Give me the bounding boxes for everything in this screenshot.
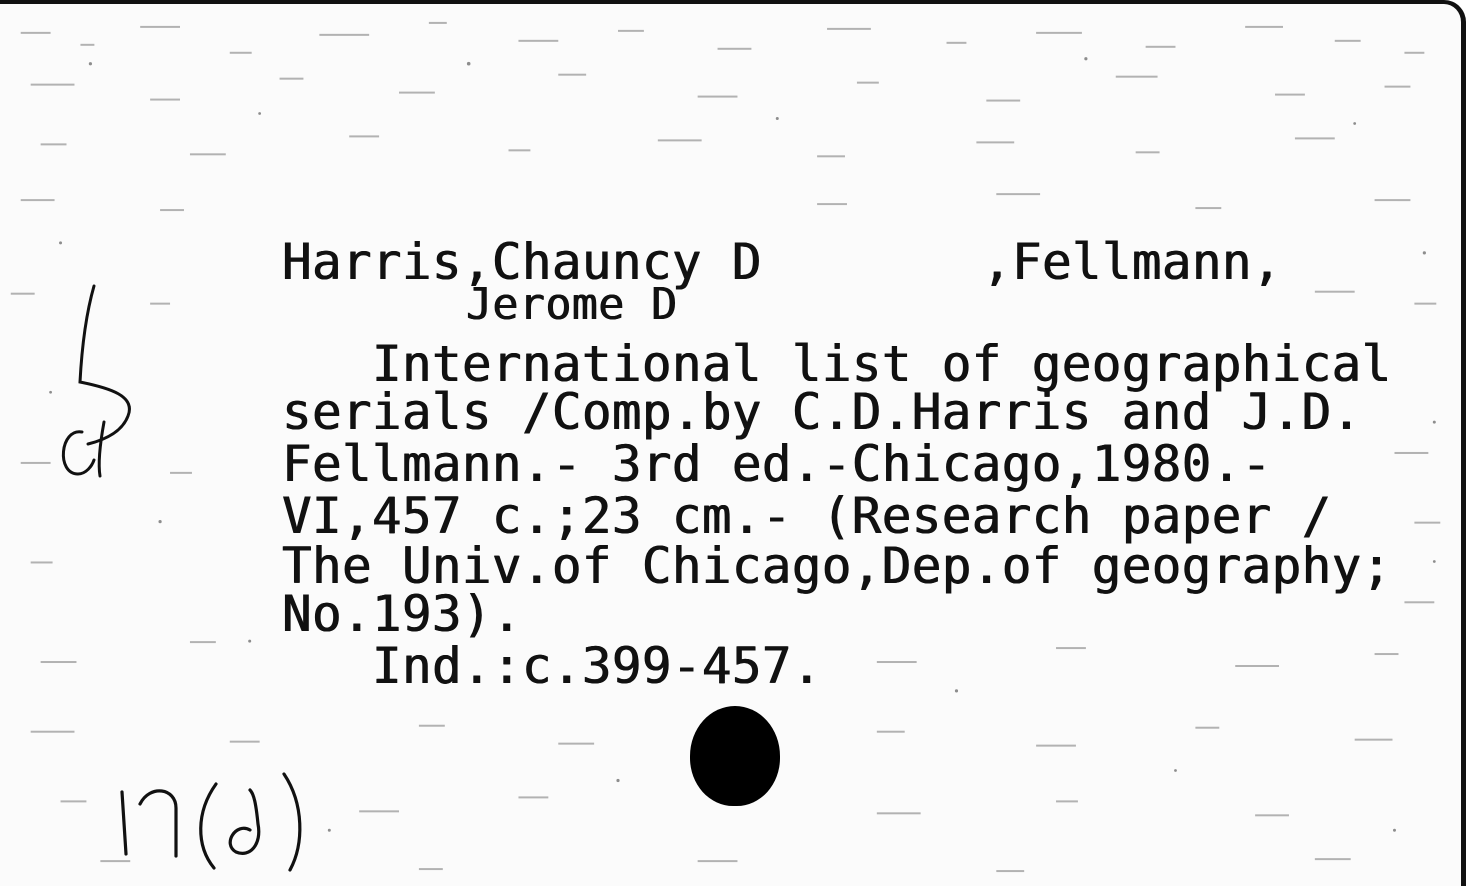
- author-heading-continuation: Jerome D: [466, 279, 678, 330]
- shelf-mark-paren-close: [284, 774, 300, 870]
- title-line-2: serials /Comp.by C.D.Harris and J.D.: [282, 383, 1362, 441]
- punch-hole: [690, 706, 780, 806]
- shelf-mark-17-stroke-2: [140, 791, 176, 856]
- margin-bracket-mark: [80, 286, 129, 444]
- shelf-mark-paren-open: [201, 784, 216, 868]
- author-heading-name: Harris,Chauncy D: [282, 233, 762, 291]
- shelf-mark-17-stroke-1: [122, 792, 126, 854]
- margin-mark-cl: [63, 422, 104, 476]
- author-heading-coauthor: ,Fellmann,: [982, 233, 1282, 291]
- title-line-1: International list of geographical: [372, 335, 1392, 393]
- shelf-mark-letter: [230, 790, 259, 853]
- index-note: Ind.:c.399-457.: [372, 637, 822, 695]
- series-number-line: No.193).: [282, 585, 522, 643]
- series-line: The Univ.of Chicago,Dep.of geography;: [282, 537, 1392, 595]
- edition-line: Fellmann.- 3rd ed.-Chicago,1980.-: [282, 435, 1272, 493]
- collation-line: VI,457 c.;23 cm.- (Research paper /: [282, 487, 1332, 545]
